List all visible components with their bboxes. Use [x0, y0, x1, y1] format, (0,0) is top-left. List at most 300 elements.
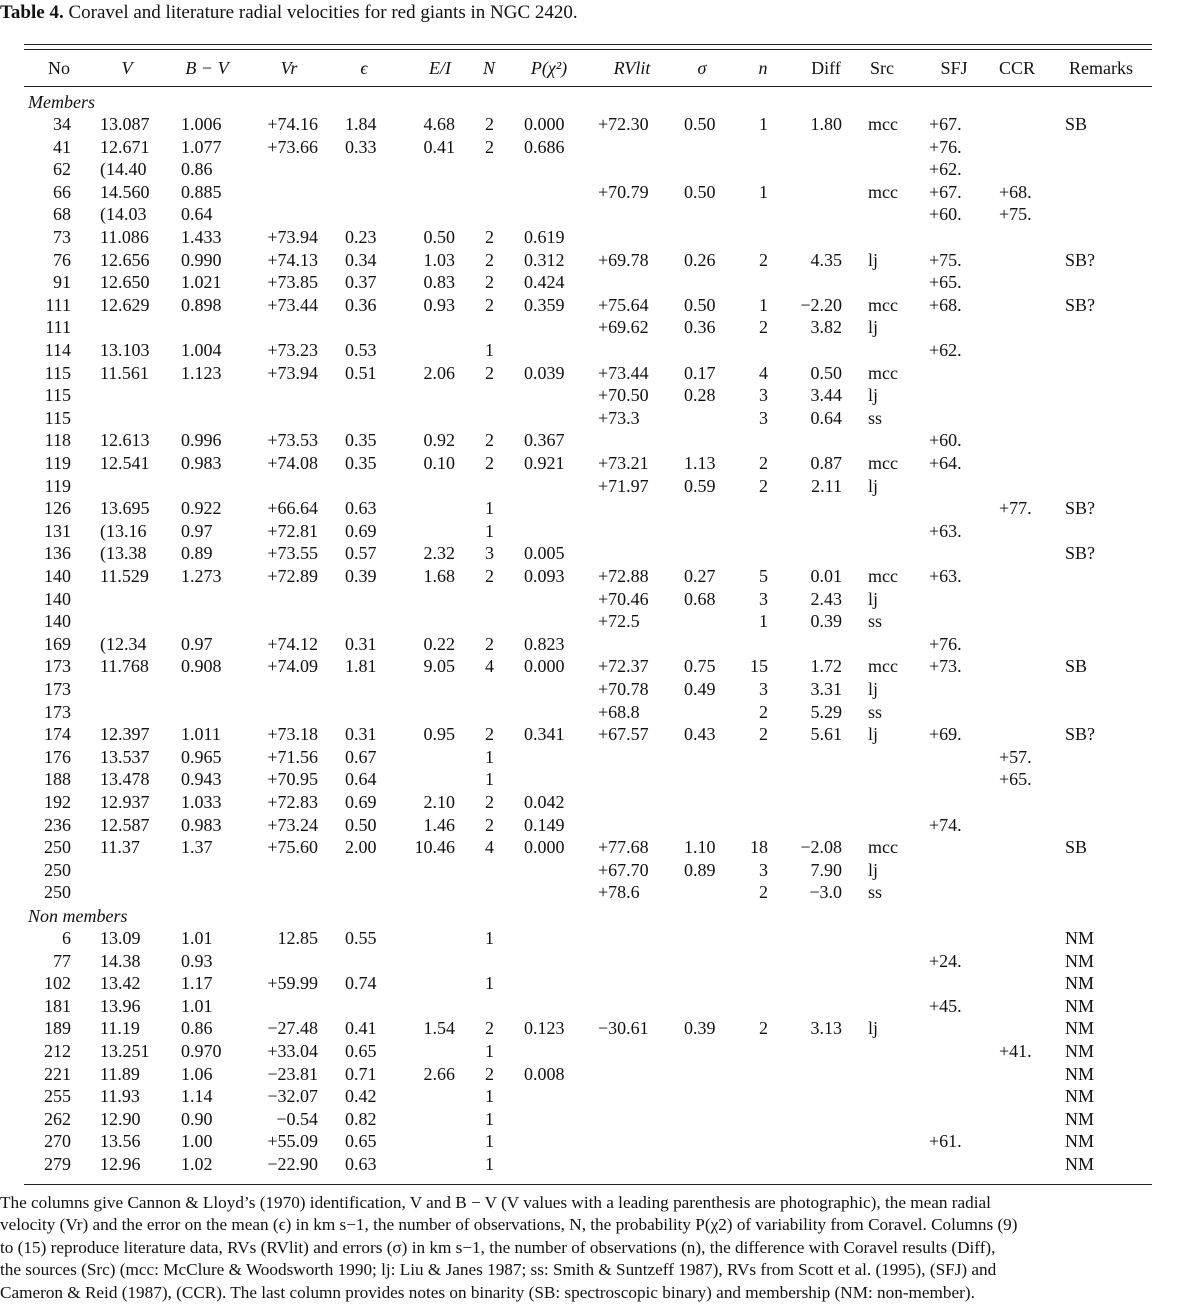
cell-src: ss — [868, 701, 883, 722]
cell-no: 140 — [44, 588, 71, 609]
cell-e-i: 1.54 — [423, 1018, 455, 1039]
cell-p-chi2: 0.619 — [524, 227, 565, 247]
cell-epsilon: 0.39 — [345, 566, 377, 586]
cell-v: 11.37 — [100, 837, 140, 858]
cell-rv-lit: +72.88 — [598, 566, 649, 586]
cell-sfj: +73. — [929, 656, 962, 677]
cell-sfj: +61. — [929, 1131, 962, 1152]
cell-no: 250 — [44, 859, 71, 880]
cell-src: mcc — [868, 656, 898, 677]
cell-p-chi2: 0.093 — [524, 566, 565, 586]
cell-b-v: 1.00 — [181, 1131, 213, 1152]
cell-epsilon: 0.63 — [345, 498, 377, 519]
cell-diff: 2.11 — [811, 475, 842, 496]
header-p-chi2: P(χ²) — [530, 58, 568, 78]
cell-vr: +72.81 — [267, 520, 318, 541]
cell-no: 68 — [53, 204, 71, 225]
cell-epsilon: 0.82 — [345, 1108, 377, 1129]
cell-vr: +59.99 — [267, 973, 318, 994]
cell-vr: +70.95 — [267, 769, 318, 790]
cell-b-v: 1.033 — [181, 792, 222, 812]
cell-vr: +55.09 — [267, 1131, 318, 1152]
cell-v: 12.613 — [100, 430, 150, 451]
cell-rv-lit: +75.64 — [598, 294, 649, 315]
cell-epsilon: 0.31 — [345, 724, 377, 745]
cell-src: lj — [868, 475, 879, 496]
cell-n-obs: 1 — [485, 769, 494, 790]
footnote-line: Cameron & Reid (1987), (CCR). The last column provides notes on binarity (SB: spectroscopic binary) and membership (NM: non-member). — [0, 1282, 975, 1302]
cell-p-chi2: 0.000 — [524, 656, 565, 677]
cell-b-v: 1.011 — [181, 724, 221, 745]
cell-sfj: +75. — [929, 249, 962, 270]
cell-e-i: 0.93 — [423, 294, 455, 315]
cell-diff: 0.87 — [810, 453, 842, 473]
cell-n-lit: 5 — [759, 566, 768, 586]
cell-src: mcc — [868, 362, 898, 383]
cell-vr: +74.09 — [267, 656, 318, 677]
cell-no: 76 — [53, 249, 71, 270]
footnote-line: The columns give Cannon & Lloyd’s (1970) identification, V and B − V (V values with a leading parenthesis are photographic), the mean radial — [0, 1193, 991, 1212]
cell-n-lit: 2 — [759, 249, 768, 270]
cell-epsilon: 0.36 — [345, 294, 377, 315]
cell-b-v: 1.123 — [181, 362, 222, 383]
cell-e-i: 2.06 — [423, 362, 455, 383]
cell-v: 12.541 — [100, 453, 150, 473]
cell-no: 212 — [44, 1041, 71, 1061]
cell-b-v: 1.021 — [181, 272, 222, 293]
cell-src: mcc — [868, 294, 898, 315]
cell-sfj: +60. — [929, 430, 962, 451]
cell-n-obs: 1 — [485, 928, 494, 948]
cell-sigma: 0.75 — [684, 656, 716, 677]
cell-n-lit: 1 — [759, 294, 768, 315]
cell-no: 119 — [44, 475, 71, 496]
cell-e-i: 1.68 — [423, 566, 455, 586]
cell-rv-lit: +72.30 — [598, 114, 649, 134]
header-remarks: Remarks — [1069, 58, 1133, 78]
cell-no: 174 — [44, 724, 71, 745]
cell-epsilon: 0.23 — [345, 227, 377, 247]
cell-b-v: 0.86 — [181, 159, 213, 180]
cell-sigma: 1.10 — [684, 837, 716, 858]
cell-v: 13.42 — [100, 973, 141, 994]
cell-b-v: 0.64 — [181, 204, 213, 225]
cell-remarks: SB — [1065, 656, 1088, 677]
cell-n-obs: 2 — [485, 792, 494, 812]
cell-vr: −27.48 — [267, 1018, 318, 1039]
cell-b-v: 1.01 — [181, 928, 213, 948]
caption-label: Table 4. — [0, 2, 64, 23]
cell-b-v: 0.970 — [181, 1041, 222, 1061]
cell-src: ss — [868, 407, 883, 428]
cell-e-i: 1.46 — [423, 814, 455, 835]
cell-v: 13.478 — [100, 769, 150, 790]
cell-rv-lit: +70.79 — [598, 181, 649, 202]
cell-diff: 3.82 — [810, 317, 842, 338]
cell-v: 11.529 — [100, 566, 149, 586]
header-vr: Vr — [280, 58, 298, 78]
cell-v: 13.695 — [100, 498, 150, 519]
cell-v: 13.09 — [100, 928, 141, 948]
cell-no: 189 — [44, 1018, 71, 1039]
cell-n-obs: 1 — [485, 1131, 494, 1152]
cell-n-lit: 2 — [759, 1018, 768, 1039]
header-b-v: B − V — [185, 58, 229, 78]
cell-remarks: NM — [1065, 1154, 1095, 1174]
cell-ccr: +77. — [999, 498, 1032, 519]
cell-n-lit: 15 — [750, 656, 768, 677]
cell-v: 11.768 — [100, 656, 149, 677]
caption-text: Coravel and literature radial velocities for red giants in NGC 2420. — [63, 2, 578, 23]
cell-diff: 0.01 — [810, 566, 842, 586]
cell-rv-lit: +67.57 — [598, 724, 649, 745]
cell-src: mcc — [868, 453, 898, 473]
cell-b-v: 1.004 — [181, 340, 222, 360]
cell-sfj: +45. — [929, 995, 962, 1016]
cell-src: lj — [868, 724, 879, 745]
cell-e-i: 0.41 — [423, 136, 455, 157]
cell-vr: +73.23 — [267, 340, 318, 360]
cell-remarks: NM — [1065, 928, 1095, 948]
cell-v: 13.537 — [100, 746, 150, 767]
cell-b-v: 1.02 — [181, 1154, 213, 1174]
cell-n-obs: 2 — [485, 294, 494, 315]
cell-e-i: 0.22 — [423, 633, 455, 654]
cell-diff: 3.31 — [810, 679, 842, 699]
cell-e-i: 0.50 — [423, 227, 455, 247]
cell-n-obs: 2 — [485, 1018, 494, 1039]
cell-rv-lit: +68.8 — [598, 701, 640, 722]
cell-src: mcc — [868, 566, 898, 586]
cell-vr: +73.53 — [267, 430, 318, 451]
cell-diff: 3.44 — [810, 385, 842, 406]
header-n-obs: N — [482, 58, 496, 78]
cell-vr: −0.54 — [276, 1108, 318, 1129]
cell-sfj: +60. — [929, 204, 962, 225]
cell-diff: −2.08 — [800, 837, 842, 858]
cell-diff: 4.35 — [810, 249, 842, 270]
table-footnote — [0, 1192, 1199, 1304]
header-no: No — [48, 58, 70, 78]
cell-no: 131 — [44, 520, 71, 541]
cell-no: 279 — [44, 1154, 71, 1174]
cell-vr: +75.60 — [267, 837, 318, 858]
cell-n-lit: 3 — [759, 859, 768, 880]
cell-no: 77 — [53, 950, 71, 971]
cell-vr: −22.90 — [267, 1154, 318, 1174]
cell-vr: +33.04 — [267, 1041, 318, 1061]
cell-remarks: NM — [1065, 1041, 1095, 1061]
cell-b-v: 1.17 — [181, 973, 213, 994]
cell-sfj: +69. — [929, 724, 962, 745]
cell-no: 192 — [44, 792, 71, 812]
cell-remarks: SB? — [1065, 543, 1096, 564]
cell-p-chi2: 0.008 — [524, 1063, 565, 1084]
cell-b-v: 1.06 — [181, 1063, 213, 1084]
cell-src: mcc — [868, 114, 898, 134]
cell-no: 176 — [44, 746, 71, 767]
cell-vr: +73.55 — [267, 543, 318, 564]
cell-n-obs: 1 — [485, 498, 494, 519]
cell-n-lit: 3 — [759, 679, 768, 699]
cell-no: 115 — [44, 362, 71, 383]
cell-v: 12.96 — [100, 1154, 141, 1174]
section-label-members: Members — [28, 92, 95, 112]
cell-diff: 1.80 — [810, 114, 842, 134]
cell-no: 62 — [53, 159, 71, 180]
cell-no: 115 — [44, 385, 71, 406]
cell-sfj: +76. — [929, 633, 962, 654]
cell-no: 111 — [45, 317, 71, 338]
cell-remarks: NM — [1065, 950, 1095, 971]
cell-b-v: 1.14 — [181, 1086, 213, 1107]
header-src: Src — [870, 58, 894, 78]
cell-n-lit: 3 — [759, 385, 768, 406]
cell-sfj: +65. — [929, 272, 962, 293]
cell-v: 14.560 — [100, 181, 150, 202]
header-n-lit: n — [758, 58, 768, 78]
cell-remarks: NM — [1065, 1018, 1095, 1039]
cell-v: 12.90 — [100, 1108, 141, 1129]
cell-e-i: 2.10 — [423, 792, 455, 812]
header-epsilon: ϵ — [360, 58, 368, 78]
cell-sigma: 0.27 — [684, 566, 716, 586]
cell-b-v: 0.983 — [181, 453, 222, 473]
cell-no: 115 — [44, 407, 71, 428]
cell-v: 11.19 — [100, 1018, 140, 1039]
cell-diff: 7.90 — [810, 859, 842, 880]
cell-vr: +72.89 — [267, 566, 318, 586]
cell-vr: +73.94 — [267, 227, 318, 247]
cell-no: 262 — [44, 1108, 71, 1129]
cell-e-i: 1.03 — [423, 249, 455, 270]
cell-b-v: 1.273 — [181, 566, 222, 586]
cell-b-v: 0.908 — [181, 656, 222, 677]
cell-remarks: NM — [1065, 1131, 1095, 1152]
cell-n-obs: 2 — [485, 249, 494, 270]
cell-b-v: 0.965 — [181, 746, 222, 767]
cell-diff: 0.50 — [810, 362, 842, 383]
cell-v: (12.34 — [100, 633, 147, 654]
cell-epsilon: 0.37 — [345, 272, 377, 293]
cell-epsilon: 0.57 — [345, 543, 377, 564]
cell-b-v: 0.996 — [181, 430, 222, 451]
cell-no: 91 — [53, 272, 71, 293]
cell-diff: 3.13 — [810, 1018, 842, 1039]
cell-n-obs: 1 — [485, 1108, 494, 1129]
cell-diff: −2.20 — [800, 294, 842, 315]
header-rv-lit: RVlit — [613, 58, 651, 78]
cell-b-v: 0.898 — [181, 294, 222, 315]
cell-n-obs: 2 — [485, 724, 494, 745]
cell-v: 12.587 — [100, 814, 150, 835]
cell-n-obs: 3 — [485, 543, 494, 564]
cell-b-v: 0.97 — [181, 633, 213, 654]
cell-n-obs: 1 — [485, 746, 494, 767]
cell-n-lit: 2 — [759, 724, 768, 745]
cell-no: 140 — [44, 611, 71, 632]
cell-vr: +74.08 — [267, 453, 318, 473]
cell-b-v: 1.433 — [181, 227, 222, 247]
cell-sfj: +68. — [929, 294, 962, 315]
cell-v: 11.93 — [100, 1086, 140, 1107]
cell-p-chi2: 0.000 — [524, 837, 565, 858]
cell-v: 12.629 — [100, 294, 150, 315]
cell-diff: 1.72 — [810, 656, 842, 677]
cell-no: 250 — [44, 882, 71, 903]
cell-sigma: 1.13 — [684, 453, 716, 473]
cell-sfj: +76. — [929, 136, 962, 157]
cell-epsilon: 0.51 — [345, 362, 377, 383]
cell-p-chi2: 0.921 — [524, 453, 565, 473]
cell-sigma: 0.50 — [684, 181, 716, 202]
cell-p-chi2: 0.123 — [524, 1018, 565, 1039]
cell-p-chi2: 0.042 — [524, 792, 565, 812]
cell-sfj: +62. — [929, 340, 962, 360]
cell-v: 12.656 — [100, 249, 150, 270]
cell-epsilon: 1.84 — [345, 114, 377, 134]
cell-n-lit: 1 — [759, 114, 768, 134]
cell-n-obs: 2 — [485, 362, 494, 383]
cell-no: 73 — [53, 227, 71, 247]
cell-p-chi2: 0.312 — [524, 249, 565, 270]
cell-epsilon: 0.55 — [345, 928, 377, 948]
cell-vr: +74.12 — [267, 633, 318, 654]
cell-remarks: SB? — [1065, 724, 1096, 745]
cell-b-v: 0.990 — [181, 249, 222, 270]
cell-rv-lit: +73.3 — [598, 407, 640, 428]
cell-src: mcc — [868, 837, 898, 858]
cell-no: 270 — [44, 1131, 71, 1152]
cell-sfj: +62. — [929, 159, 962, 180]
cell-epsilon: 0.50 — [345, 814, 377, 835]
cell-no: 118 — [44, 430, 71, 451]
cell-epsilon: 1.81 — [345, 656, 377, 677]
cell-remarks: SB — [1065, 837, 1088, 858]
cell-epsilon: 0.64 — [345, 769, 377, 790]
cell-v: 14.38 — [100, 950, 141, 971]
cell-b-v: 0.922 — [181, 498, 222, 519]
cell-diff: 2.43 — [810, 588, 842, 609]
cell-n-obs: 4 — [485, 837, 494, 858]
section-label-non-members: Non members — [28, 906, 128, 926]
header-ccr: CCR — [998, 58, 1036, 78]
cell-vr: +73.24 — [267, 814, 318, 835]
cell-sfj: +64. — [929, 453, 962, 473]
cell-b-v: 1.37 — [181, 837, 213, 858]
cell-ccr: +75. — [999, 204, 1032, 225]
cell-n-obs: 2 — [485, 566, 494, 586]
cell-remarks: NM — [1065, 1108, 1095, 1129]
cell-e-i: 4.68 — [423, 114, 455, 134]
cell-e-i: 9.05 — [423, 656, 455, 677]
cell-rv-lit: +69.78 — [598, 249, 649, 270]
cell-sfj: +63. — [929, 566, 962, 586]
cell-v: 12.671 — [100, 136, 150, 157]
bottom-rule — [24, 1184, 1152, 1185]
cell-no: 111 — [45, 294, 71, 315]
cell-remarks: NM — [1065, 973, 1095, 994]
cell-epsilon: 0.31 — [345, 633, 377, 654]
cell-v: 13.56 — [100, 1131, 141, 1152]
cell-epsilon: 0.53 — [345, 340, 377, 360]
cell-p-chi2: 0.149 — [524, 814, 565, 835]
cell-n-obs: 2 — [485, 136, 494, 157]
cell-n-obs: 1 — [485, 1041, 494, 1061]
cell-n-obs: 2 — [485, 633, 494, 654]
cell-no: 34 — [53, 114, 71, 134]
header-diff: Diff — [811, 58, 841, 78]
cell-e-i: 10.46 — [414, 837, 455, 858]
cell-v: 11.086 — [100, 227, 149, 247]
cell-epsilon: 2.00 — [345, 837, 377, 858]
cell-n-lit: 3 — [759, 407, 768, 428]
cell-rv-lit: +71.97 — [598, 475, 649, 496]
cell-rv-lit: +70.50 — [598, 385, 649, 406]
cell-b-v: 1.006 — [181, 114, 222, 134]
cell-sigma: 0.26 — [684, 249, 716, 270]
cell-v: 12.650 — [100, 272, 150, 293]
cell-p-chi2: 0.000 — [524, 114, 565, 134]
cell-sigma: 0.49 — [684, 679, 716, 699]
cell-v: 11.561 — [100, 362, 149, 383]
cell-no: 236 — [44, 814, 71, 835]
cell-no: 173 — [44, 679, 71, 699]
cell-n-obs: 2 — [485, 272, 494, 293]
cell-no: 119 — [44, 453, 71, 473]
cell-n-obs: 1 — [485, 1086, 494, 1107]
cell-n-lit: 1 — [759, 611, 768, 632]
cell-n-lit: 18 — [750, 837, 768, 858]
cell-diff: −3.0 — [809, 882, 842, 903]
cell-sfj: +63. — [929, 520, 962, 541]
cell-src: lj — [868, 679, 879, 699]
header-sigma: σ — [697, 58, 707, 78]
cell-v: 13.251 — [100, 1041, 150, 1061]
cell-n-lit: 3 — [759, 588, 768, 609]
cell-v: (14.40 — [100, 159, 147, 180]
cell-n-lit: 2 — [759, 453, 768, 473]
cell-p-chi2: 0.367 — [524, 430, 565, 451]
cell-b-v: 0.885 — [181, 181, 222, 202]
footnote-line: velocity (Vr) and the error on the mean (ϵ) in km s−1, the number of observations, N, the probability P(χ2) of variability from Coravel. Columns (9) — [0, 1215, 1018, 1235]
cell-sfj: +74. — [929, 814, 962, 835]
cell-vr: 12.85 — [277, 928, 318, 948]
cell-sigma: 0.59 — [684, 475, 716, 496]
cell-epsilon: 0.74 — [345, 973, 377, 994]
cell-n-obs: 2 — [485, 227, 494, 247]
cell-v: 11.89 — [100, 1063, 140, 1084]
cell-n-lit: 2 — [759, 701, 768, 722]
cell-p-chi2: 0.424 — [524, 272, 565, 293]
cell-epsilon: 0.33 — [345, 136, 377, 157]
cell-vr: +73.18 — [267, 724, 318, 745]
cell-epsilon: 0.35 — [345, 453, 377, 473]
cell-epsilon: 0.42 — [345, 1086, 377, 1107]
cell-p-chi2: 0.341 — [524, 724, 565, 745]
cell-diff: 0.39 — [810, 611, 842, 632]
cell-b-v: 0.943 — [181, 769, 222, 790]
cell-b-v: 0.97 — [181, 520, 213, 541]
header-sfj: SFJ — [940, 58, 968, 78]
cell-sfj: +24. — [929, 950, 962, 971]
cell-vr: +71.56 — [267, 746, 318, 767]
cell-p-chi2: 0.005 — [524, 543, 565, 564]
cell-vr: +66.64 — [267, 498, 318, 519]
cell-e-i: 0.83 — [423, 272, 455, 293]
cell-n-lit: 1 — [759, 181, 768, 202]
cell-no: 114 — [44, 340, 71, 360]
